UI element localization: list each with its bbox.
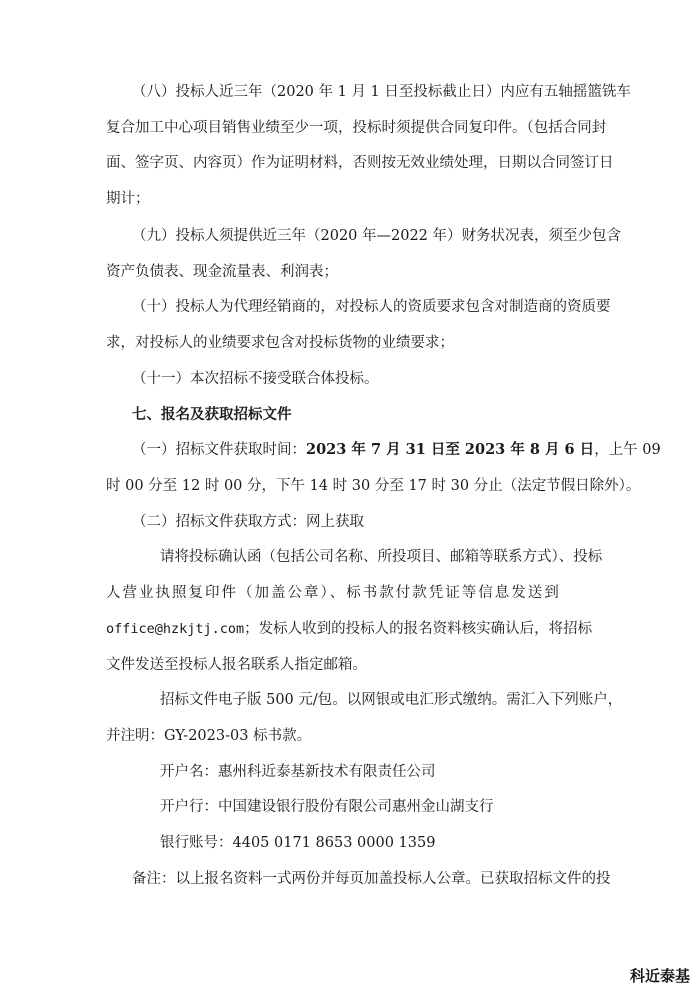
note-line: 备注：以上报名资料一式两份并每页加盖投标人公章。已获取招标文件的投 xyxy=(132,871,611,887)
fee-line-1: 招标文件电子版 500 元/包。以网银或电汇形式缴纳。需汇入下列账户， xyxy=(160,692,623,708)
para-10-line-2: 求，对投标人的业绩要求包含对投标货物的业绩要求； xyxy=(106,335,454,351)
watermark-logo-text: 科近泰基 xyxy=(629,967,690,985)
confirm-line-1: 请将投标确认函（包括公司名称、所投项目、邮箱等联系方式）、投标 xyxy=(160,549,603,565)
confirm-line-3 xyxy=(106,619,592,639)
section-7-1-line-1 xyxy=(132,440,661,460)
time-date-range: 2023 年 7 月 31 日至 2023 年 8 月 6 日 xyxy=(306,441,595,458)
para-8-line-3: 面、签字页、内容页）作为证明材料，否则按无效业绩处理，日期以合同签订日 xyxy=(106,155,614,171)
para-8-line-1: （八）投标人近三年（2020 年 1 月 1 日至投标截止日）内应有五轴摇篮铣车 xyxy=(132,84,631,100)
account-name: 开户名：惠州科近泰基新技术有限责任公司 xyxy=(160,764,436,780)
fee-line-2: 并注明：GY-2023-03 标书款。 xyxy=(106,728,312,744)
para-9-line-2: 资产负债表、现金流量表、利润表； xyxy=(106,264,338,280)
section-7-1-line-2: 时 00 分至 12 时 00 分，下午 14 时 30 分至 17 时 30 分止（法定节假日除外）。 xyxy=(106,478,641,494)
para-10-line-1: （十）投标人为代理经销商的，对投标人的资质要求包含对制造商的资质要 xyxy=(132,299,611,315)
time-suffix: ，上午 09 xyxy=(594,442,661,458)
confirm-line-4: 文件发送至投标人报名联系人指定邮箱。 xyxy=(106,657,367,673)
confirm-line-3-text: ；发标人收到的投标人的报名资料核实确认后，将招标 xyxy=(244,621,593,637)
para-8-line-2: 复合加工中心项目销售业绩至少一项，投标时须提供合同复印件。（包括合同封 xyxy=(106,120,607,136)
section-7-heading: 七、报名及获取招标文件 xyxy=(132,406,292,423)
time-prefix: （一）招标文件获取时间： xyxy=(132,442,306,458)
para-9-line-1: （九）投标人须提供近三年（2020 年—2022 年）财务状况表，须至少包含 xyxy=(132,228,622,244)
bank-name: 开户行：中国建设银行股份有限公司惠州金山湖支行 xyxy=(160,799,494,815)
para-11: （十一）本次招标不接受联合体投标。 xyxy=(132,371,379,387)
para-8-line-4: 期计； xyxy=(106,191,150,207)
account-number: 银行账号：4405 0171 8653 0000 1359 xyxy=(160,835,436,851)
section-7-2: （二）招标文件获取方式：网上获取 xyxy=(132,514,364,530)
email-address: office@hzkjtj.com xyxy=(106,621,245,637)
confirm-line-2: 人营业执照复印件（加盖公章）、标书款付款凭证等信息发送到 xyxy=(106,585,561,601)
